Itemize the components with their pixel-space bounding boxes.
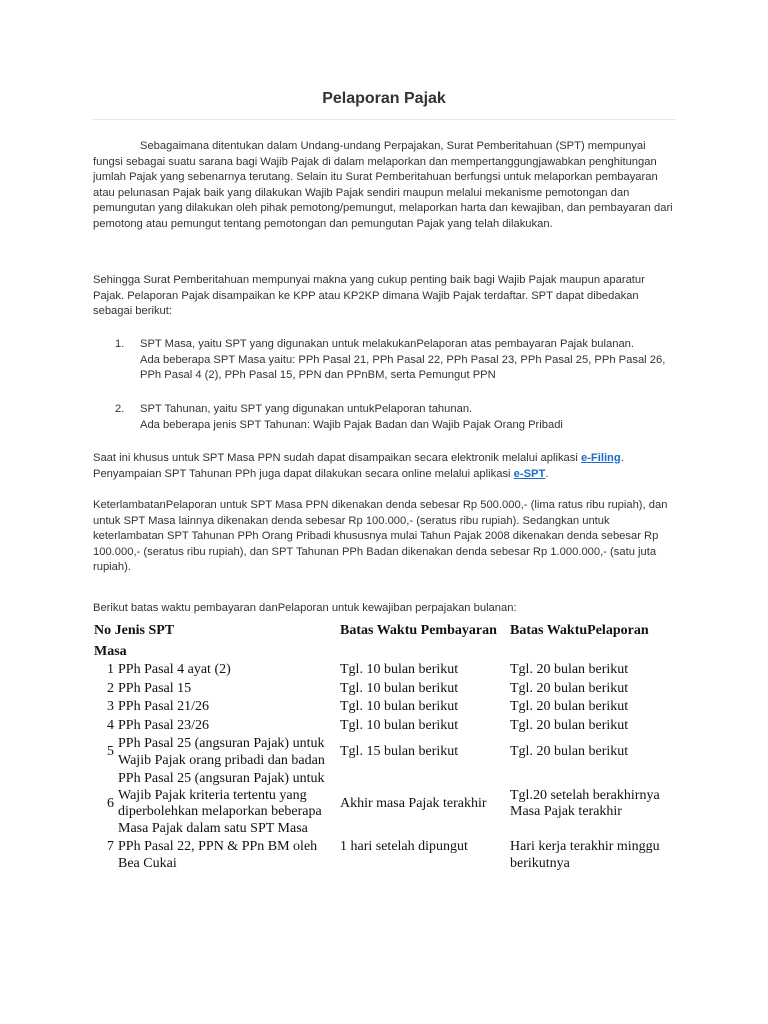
row-number: 3 bbox=[107, 699, 114, 714]
header-batas-bayar: Batas Waktu Pembayaran bbox=[340, 623, 497, 638]
row-number: 7 bbox=[107, 839, 114, 854]
row-bayar: Akhir masa Pajak terakhir bbox=[340, 795, 487, 811]
list-item-detail: Ada beberapa SPT Masa yaitu: PPh Pasal 21, PPh Pasal 22, PPh Pasal 23, PPh Pasal 25, PPh Pasal 26, PPh Pasal 4 (2), PPh Pasal 15, PPN dan PPnBM, serta Pemungut PPN bbox=[140, 353, 666, 382]
row-bayar: 1 hari setelah dipungut bbox=[340, 839, 468, 854]
deadline-table bbox=[92, 623, 682, 874]
row-bayar: Tgl. 10 bulan berikut bbox=[340, 680, 459, 696]
row-number: 1 bbox=[107, 662, 114, 677]
row-bayar: Tgl. 10 bulan berikut bbox=[340, 717, 459, 733]
table-row bbox=[92, 736, 682, 771]
list-item-detail: Ada beberapa jenis SPT Tahunan: Wajib Pajak Badan dan Wajib Pajak Orang Pribadi bbox=[140, 418, 563, 431]
row-lapor: Tgl. 20 bulan berikut bbox=[510, 680, 629, 696]
title-divider bbox=[93, 119, 676, 120]
text-segment: . Penyampaian SPT Tahunan PPh juga dapat dilakukan secara online melalui aplikasi bbox=[93, 452, 624, 480]
header-no-jenis: No Jenis SPT bbox=[94, 623, 175, 638]
paragraph-intro: Sebagaimana ditentukan dalam Undang-undang Perpajakan, Surat Pemberitahuan (SPT) mempunyai fungsi sebagai suatu sarana bagi Wajib Pajak di dalam melaporkan dan mempertanggungjawabkan penghitungan jumlah Pajak yang sebenarnya terutang. Selain itu Surat Pemberitahuan berfungsi untuk melaporkan pembayaran atau pelunasan Pajak baik yang dilakukan Wajib Pajak sendiri maupun melalui mekanisme pemotongan dan pemungutan yang dilakukan oleh pihak pemotong/pemungut, melaporkan harta dan kewajiban, dan pembayaran dari pemotong atau pemungut tentang pemotongan dan pemungutan Pajak yang telah dilakukan. bbox=[93, 140, 673, 230]
text-segment: Saat ini khusus untuk SPT Masa PPN sudah dapat disampaikan secara elektronik melalui aplikasi bbox=[93, 452, 581, 464]
table-row bbox=[92, 699, 682, 718]
row-bayar: Tgl. 15 bulan berikut bbox=[340, 744, 459, 760]
text-segment: . bbox=[545, 467, 549, 480]
row-bayar: Tgl. 10 bulan berikut bbox=[340, 699, 459, 714]
table-row bbox=[92, 718, 682, 737]
row-jenis: PPh Pasal 23/26 bbox=[118, 717, 210, 733]
row-jenis: PPh Pasal 21/26 bbox=[118, 699, 210, 714]
row-lapor: Tgl. 20 bulan berikut bbox=[510, 699, 629, 714]
list-item-title: SPT Masa, yaitu SPT yang digunakan untuk melakukanPelaporan atas pembayaran Pajak bulanan. bbox=[140, 338, 635, 350]
list-number-1: 1. bbox=[115, 338, 125, 350]
table-row bbox=[92, 681, 682, 700]
list-item-spt-masa bbox=[140, 337, 670, 384]
page-title: Pelaporan Pajak bbox=[322, 90, 446, 107]
table-header-row bbox=[92, 623, 682, 642]
row-number: 2 bbox=[107, 680, 114, 696]
table-row bbox=[92, 771, 682, 839]
row-jenis: PPh Pasal 15 bbox=[118, 680, 192, 696]
paragraph-efiling bbox=[93, 451, 678, 482]
row-lapor: Hari kerja terakhir minggu berikutnya bbox=[510, 839, 660, 871]
row-number: 4 bbox=[107, 717, 114, 733]
row-lapor: Tgl. 20 bulan berikut bbox=[510, 744, 629, 760]
paragraph-makna: Sehingga Surat Pemberitahuan mempunyai makna yang cukup penting baik bagi Wajib Pajak maupun aparatur Pajak. Pelaporan Pajak disampaikan ke KPP atau KP2KP dimana Wajib Pajak terdaftar. SPT dapat dibedakan sebagai berikut: bbox=[93, 274, 645, 318]
list-item-spt-tahunan bbox=[140, 402, 670, 433]
espt-link[interactable]: e-SPT bbox=[513, 467, 546, 480]
list-item-title: SPT Tahunan, yaitu SPT yang digunakan untukPelaporan tahunan. bbox=[140, 403, 473, 415]
paragraph-denda: KeterlambatanPelaporan untuk SPT Masa PPN dikenakan denda sebesar Rp 500.000,- (lima ratus ribu rupiah), dan untuk SPT Masa lainnya dikenakan denda sebesar Rp 100.000,- (seratus ribu rupiah). Sedangkan untuk keterlambatan SPT Tahunan PPh Orang Pribadi khususnya mulai Tahun Pajak 2008 dikenakan denda sebesar Rp 100.000,- (seratus ribu rupiah), dan SPT Tahunan PPh Badan dikenakan denda sebesar Rp 1.000.000,- (satu juta rupiah). bbox=[93, 499, 668, 574]
row-jenis: PPh Pasal 22, PPN & PPn BM oleh Bea Cukai bbox=[118, 839, 318, 871]
row-jenis: PPh Pasal 25 (angsuran Pajak) untuk Wajib Pajak orang pribadi dan badan bbox=[118, 736, 325, 768]
header-batas-lapor: Batas WaktuPelaporan bbox=[510, 623, 649, 638]
table-section-row bbox=[92, 642, 682, 663]
row-jenis: PPh Pasal 4 ayat (2) bbox=[118, 662, 231, 677]
row-lapor: Tgl. 20 bulan berikut bbox=[510, 662, 629, 677]
row-number: 6 bbox=[107, 795, 114, 811]
row-lapor: Tgl. 20 bulan berikut bbox=[510, 717, 629, 733]
section-label: Masa bbox=[94, 643, 127, 659]
row-number: 5 bbox=[107, 744, 114, 760]
list-number-2: 2. bbox=[115, 403, 125, 415]
table-row bbox=[92, 662, 682, 681]
row-bayar: Tgl. 10 bulan berikut bbox=[340, 662, 459, 677]
row-jenis: PPh Pasal 25 (angsuran Pajak) untuk Wajib Pajak kriteria tertentu yang diperbolehkan melaporkan beberapa Masa Pajak dalam satu SPT Masa bbox=[118, 771, 325, 836]
efiling-link[interactable]: e-Filing bbox=[580, 452, 621, 464]
table-row bbox=[92, 839, 682, 874]
row-lapor: Tgl.20 setelah berakhirnya Masa Pajak terakhir bbox=[510, 787, 660, 819]
paragraph-batas-waktu: Berikut batas waktu pembayaran danPelaporan untuk kewajiban perpajakan bulanan: bbox=[93, 602, 517, 614]
